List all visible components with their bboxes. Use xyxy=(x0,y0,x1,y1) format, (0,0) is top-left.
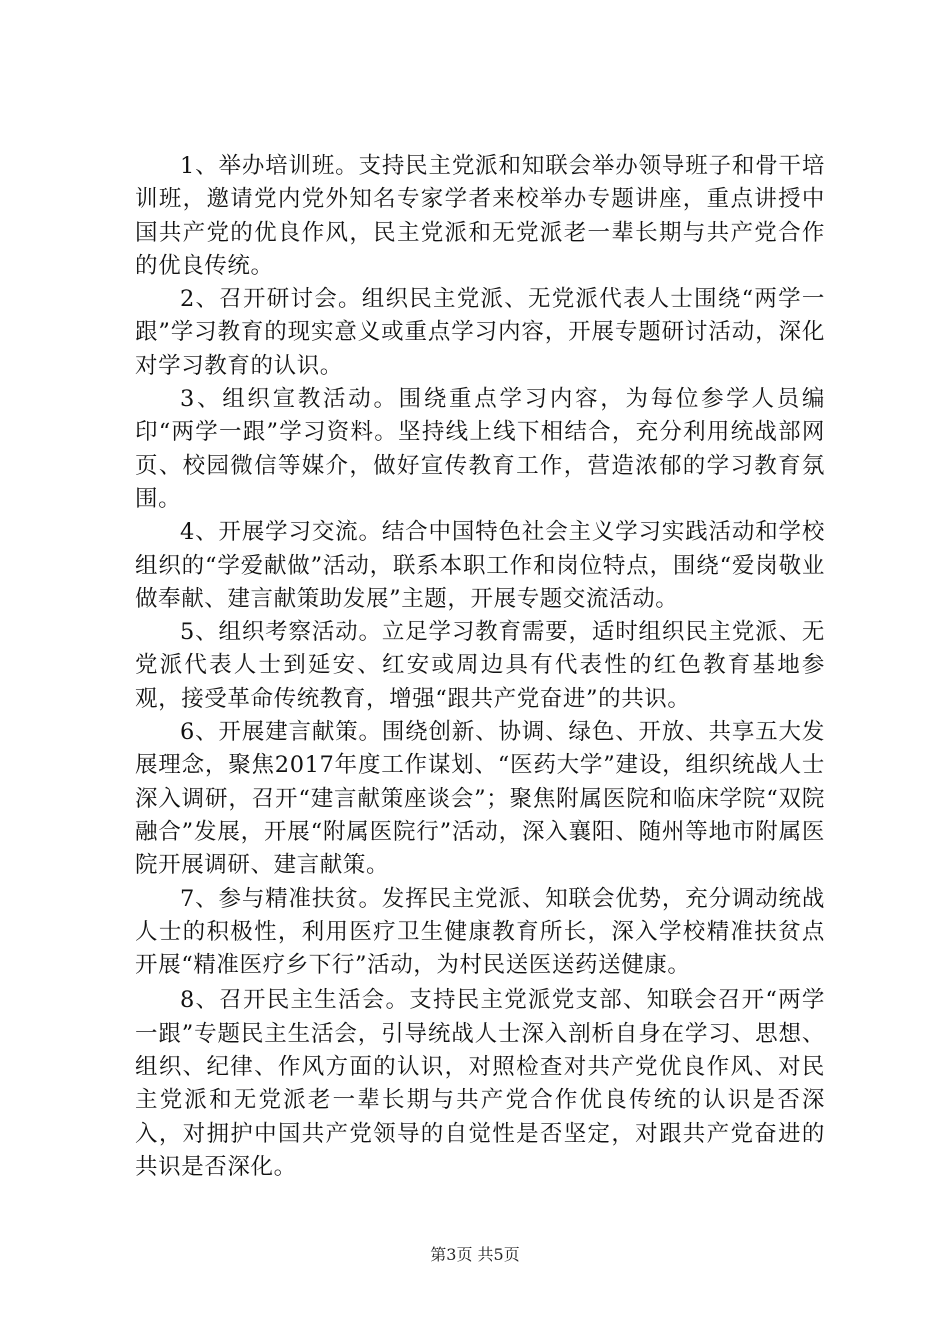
paragraph-item-6: 6、开展建言献策。围绕创新、协调、绿色、开放、共享五大发展理念，聚焦2017年度工作谋划、“医药大学”建设，组织统战人士深入调研，召开“建言献策座谈会”；聚焦附属医院和临床学院“双院融合”发展，开展“附属医院行”活动，深入襄阳、随州等地市附属医院开展调研、建言献策。 xyxy=(135,719,825,879)
document-body xyxy=(135,150,825,1184)
paragraph-item-3: 3、组织宣教活动。围绕重点学习内容，为每位参学人员编印“两学一跟”学习资料。坚持线上线下相结合，充分利用统战部网页、校园微信等媒介，做好宣传教育工作，营造浓郁的学习教育氛围。 xyxy=(135,386,825,512)
paragraph-item-1: 1、举办培训班。支持民主党派和知联会举办领导班子和骨干培训班，邀请党内党外知名专家学者来校举办专题讲座，重点讲授中国共产党的优良作风，民主党派和无党派老一辈长期与共产党合作的优良传统。 xyxy=(135,153,825,279)
page-number-footer: 第3页 共5页 xyxy=(430,1245,520,1264)
paragraph-item-5: 5、组织考察活动。立足学习教育需要，适时组织民主党派、无党派代表人士到延安、红安或周边具有代表性的红色教育基地参观，接受革命传统教育，增强“跟共产党奋进”的共识。 xyxy=(135,619,825,712)
paragraph-item-8: 8、召开民主生活会。支持民主党派党支部、知联会召开“两学一跟”专题民主生活会，引导统战人士深入剖析自身在学习、思想、组织、纪律、作风方面的认识，对照检查对共产党优良作风、对民主党派和无党派老一辈长期与共产党合作优良传统的认识是否深入，对拥护中国共产党领导的自觉性是否坚定，对跟共产党奋进的共识是否深化。 xyxy=(135,987,825,1180)
paragraph-item-7: 7、参与精准扶贫。发挥民主党派、知联会优势，充分调动统战人士的积极性，利用医疗卫生健康教育所长，深入学校精准扶贫点开展“精准医疗乡下行”活动，为村民送医送药送健康。 xyxy=(135,885,825,979)
paragraph-item-2: 2、召开研讨会。组织民主党派、无党派代表人士围绕“两学一跟”学习教育的现实意义或重点学习内容，开展专题研讨活动，深化对学习教育的认识。 xyxy=(135,286,825,379)
paragraph-item-4: 4、开展学习交流。结合中国特色社会主义学习实践活动和学校组织的“学爱献做”活动，联系本职工作和岗位特点，围绕“爱岗敬业做奉献、建言献策助发展”主题，开展专题交流活动。 xyxy=(135,519,825,612)
